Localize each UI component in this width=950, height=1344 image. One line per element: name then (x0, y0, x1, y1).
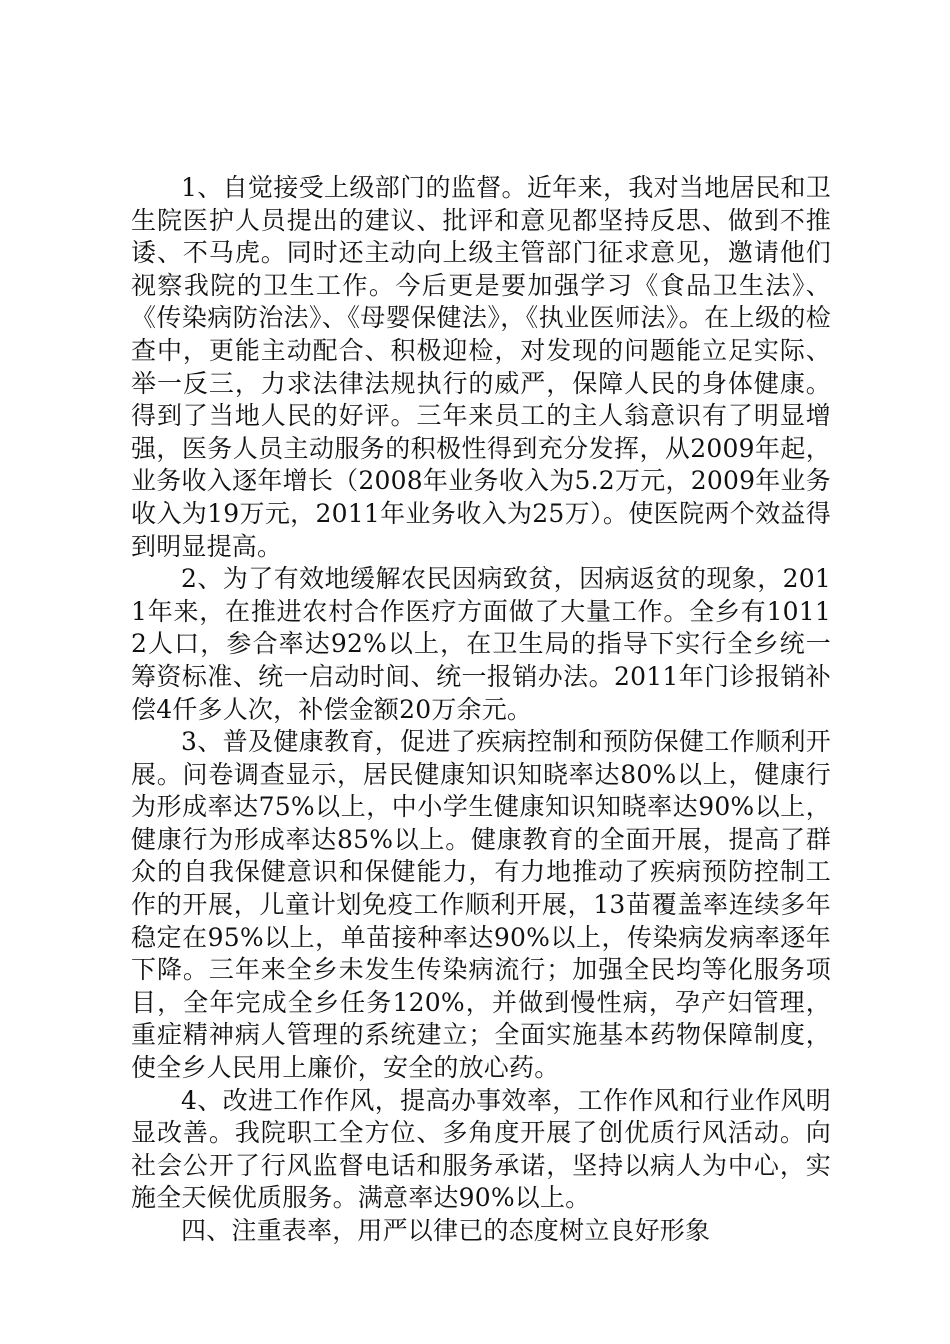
document-body (131, 172, 831, 1248)
paragraph-work-style: 4、改进工作作风，提高办事效率，工作作风和行业作风明显改善。我院职工全方位、多角度开展了创优质行风活动。向社会公开了行风监督电话和服务承诺，坚持以病人为中心，实施全天候优质服务。满意率达90%以上。 (131, 1085, 831, 1213)
paragraph-health-education: 3、普及健康教育，促进了疾病控制和预防保健工作顺利开展。问卷调查显示，居民健康知识知晓率达80%以上，健康行为形成率达75%以上，中小学生健康知识知晓率达90%以上，健康行为形成率达85%以上。健康教育的全面开展，提高了群众的自我保健意识和保健能力，有力地推动了疾病预防控制工作的开展，儿童计划免疫工作顺利开展，13苗覆盖率连续多年稳定在95%以上，单苗接种率达90%以上，传染病发病率逐年下降。三年来全乡未发生传染病流行；加强全民均等化服务项目，全年完成全乡任务120%，并做到慢性病，孕产妇管理，重症精神病人管理的系统建立；全面实施基本药物保障制度，使全乡人民用上廉价，安全的放心药。 (131, 727, 831, 1083)
paragraph-cooperative-medical: 2、为了有效地缓解农民因病致贫，因病返贫的现象，2011年来，在推进农村合作医疗方面做了大量工作。全乡有10112人口，参合率达92%以上，在卫生局的指导下实行全乡统一筹资标准、统一启动时间、统一报销办法。2011年门诊报销补偿4仟多人次，补偿金额20万余元。 (131, 564, 831, 724)
section-heading-four: 四、注重表率，用严以律已的态度树立良好形象 (181, 1216, 711, 1245)
paragraph-supervision: 1、自觉接受上级部门的监督。近年来，我对当地居民和卫生院医护人员提出的建议、批评和意见都坚持反思、做到不推诿、不马虎。同时还主动向上级主管部门征求意见，邀请他们视察我院的卫生工作。今后更是要加强学习《食品卫生法》、《传染病防治法》、《母婴保健法》，《执业医师法》。在上级的检查中，更能主动配合、积极迎检，对发现的问题能立足实际、举一反三，力求法律法规执行的威严，保障人民的身体健康。得到了当地人民的好评。三年来员工的主人翁意识有了明显增强，医务人员主动服务的积极性得到充分发挥，从2009年起，业务收入逐年增长（2008年业务收入为5.2万元，2009年业务收入为19万元，2011年业务收入为25万）。使医院两个效益得到明显提高。 (131, 173, 831, 561)
